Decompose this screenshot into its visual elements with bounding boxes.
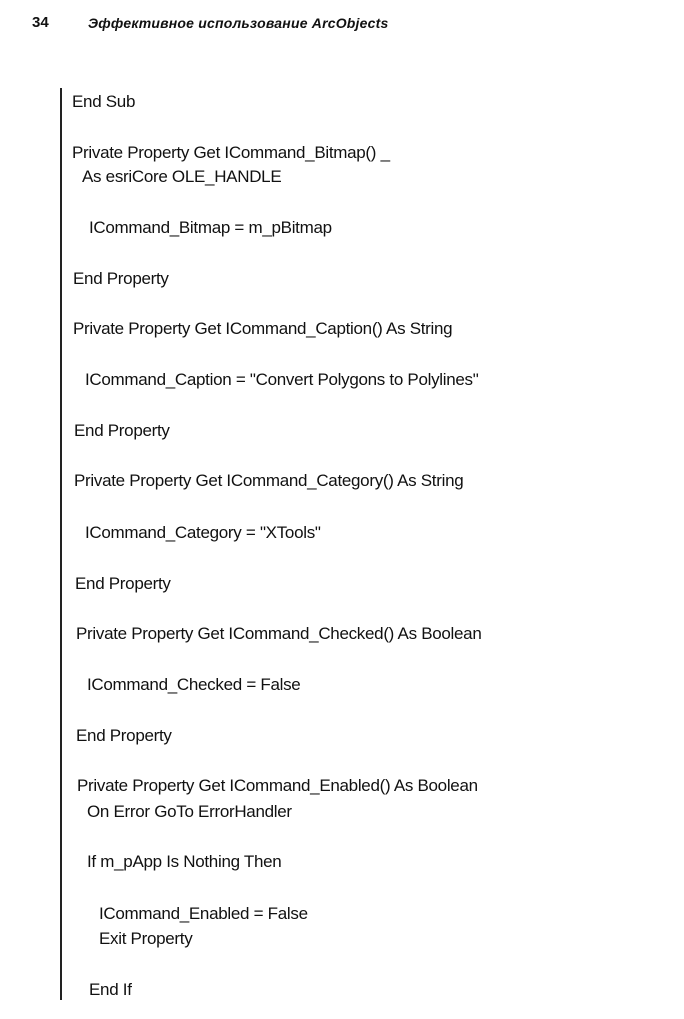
code-line: End Property: [76, 726, 172, 745]
code-line: ICommand_Enabled = False: [99, 904, 308, 923]
code-line: Exit Property: [99, 929, 193, 948]
code-line: Private Property Get ICommand_Category() As String: [74, 471, 464, 490]
code-line: End Property: [73, 269, 169, 288]
code-line: Private Property Get ICommand_Enabled() As Boolean: [77, 776, 478, 795]
page-number: 34: [32, 14, 49, 31]
code-line: ICommand_Category = "XTools": [85, 523, 321, 542]
code-line: If m_pApp Is Nothing Then: [87, 852, 282, 871]
code-line: End Property: [74, 421, 170, 440]
code-line: End If: [89, 980, 132, 999]
code-line: ICommand_Checked = False: [87, 675, 301, 694]
code-line: Private Property Get ICommand_Checked() As Boolean: [76, 624, 482, 643]
page-header: [32, 14, 664, 38]
code-line: End Sub: [72, 92, 136, 111]
code-line: ICommand_Bitmap = m_pBitmap: [89, 218, 332, 237]
code-margin-rule: [60, 88, 62, 1000]
code-line: End Property: [75, 574, 171, 593]
code-line: Private Property Get ICommand_Bitmap() _: [72, 143, 390, 162]
code-line: As esriCore OLE_HANDLE: [82, 167, 282, 186]
code-line: ICommand_Caption = "Convert Polygons to Polylines": [85, 370, 479, 389]
code-line: Private Property Get ICommand_Caption() As String: [73, 319, 453, 338]
code-line: On Error GoTo ErrorHandler: [87, 802, 292, 821]
running-title: Эффективное использование ArcObjects: [88, 15, 389, 31]
